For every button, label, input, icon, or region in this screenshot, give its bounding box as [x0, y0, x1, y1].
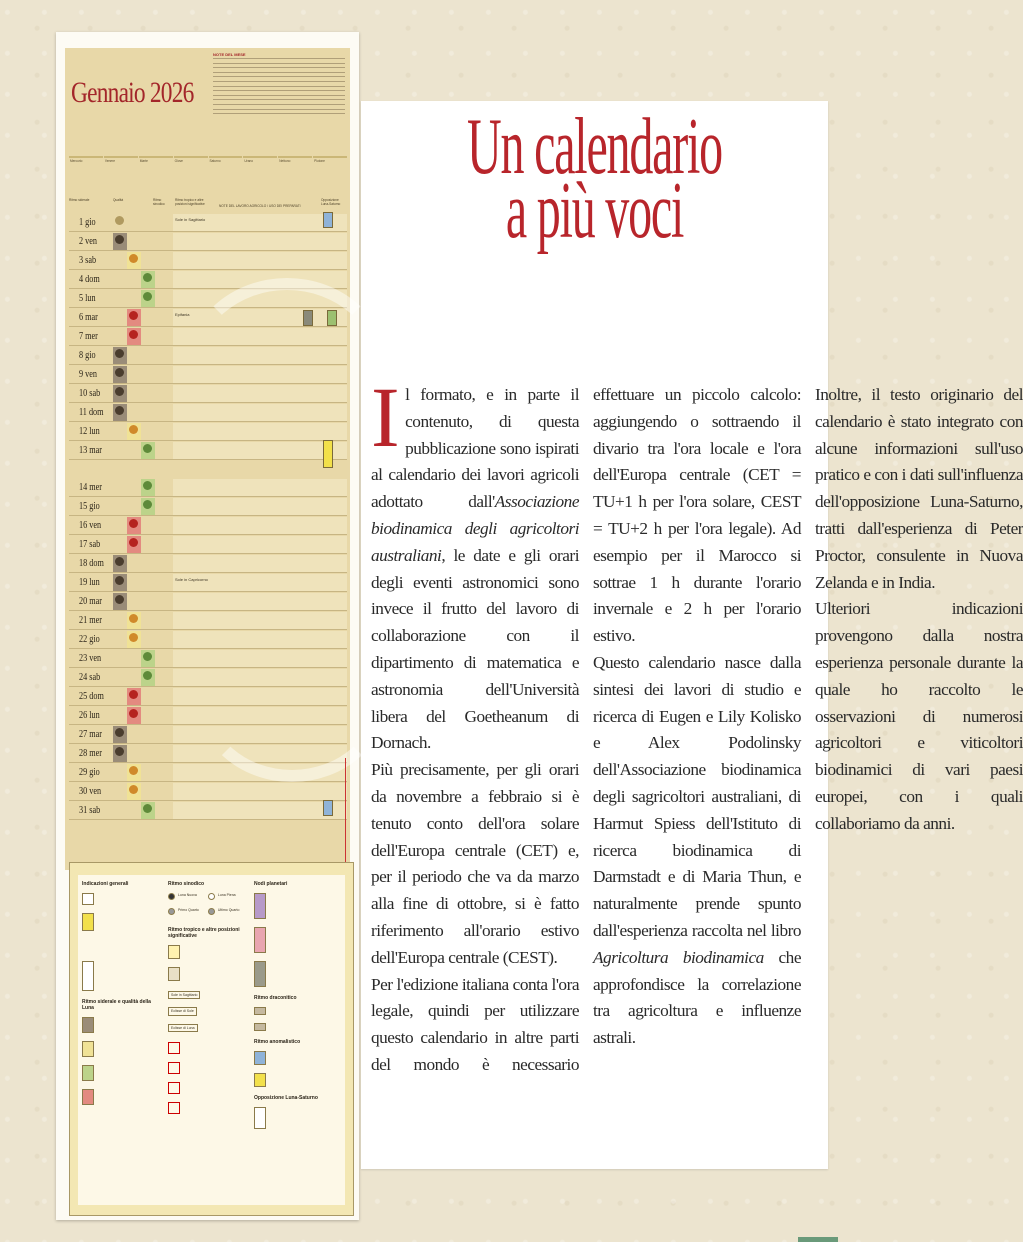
paragraph-1: Il formato, e in parte il contenuto, di questa pubblicazione sono ispirati al calendario dei lavori agricoli adottato dall'Associazione biodinamica degli agricoltori australiani, le date e gli orari degli eventi astronomici sono invece il frutto del lavoro di collaborazione con il dipartimento di matematica e astronomia dell'Università libera del Goetheanum di Dornach.	[371, 369, 579, 753]
day-row	[69, 574, 347, 592]
planet-legend-0: Mercurio	[69, 156, 103, 192]
legend-synodic: Ritmo sinodico Luna Nuova Luna Piena Primo Quarto Ultimo Quarto Ritmo tropico e altre posizioni significative Sole in Sagittario Eclisse di Sole Eclisse di Luna	[168, 881, 250, 1122]
paragraph-6: Ulteriori indicazioni provengono dalla nostra esperienza personale durante la quale ho raccolto le osservazioni di numerosi agricoltori e viticoltori biodinamici di vari paesi europei, con i quali collaboriamo da anni.	[815, 599, 1023, 833]
title-line-1: Un calendario	[467, 103, 722, 191]
quality-icon	[129, 330, 138, 339]
page-tab	[798, 1237, 838, 1242]
header-quality: Qualità	[113, 198, 124, 202]
opposition-line	[345, 758, 346, 868]
day-row	[69, 498, 347, 516]
node-marker	[323, 440, 333, 468]
quality-icon	[129, 254, 138, 263]
day-row	[69, 252, 347, 270]
planet-legend-3: Giove	[174, 156, 208, 192]
day-row	[69, 536, 347, 554]
quality-icon	[143, 292, 152, 301]
notes-title: NOTE DEL MESE	[213, 52, 246, 57]
day-event: Sole in Sagittario	[175, 217, 206, 222]
node-marker	[327, 310, 337, 326]
quality-icon	[115, 728, 124, 737]
quality-icon	[143, 671, 152, 680]
day-row	[69, 233, 347, 251]
quality-icon	[143, 481, 152, 490]
planet-legend-5: Urano	[243, 156, 277, 192]
day-label: 19 lun	[79, 577, 100, 588]
day-label: 22 gio	[79, 634, 100, 645]
paragraph-3: Per l'edizione italiana conta l'ora legale, quindi per utilizzare questo calendario in altre parti del mondo è necessario effettuare un piccolo calcolo: aggiungendo o sottraendo il divario tra l'ora locale e l'ora dell'Europa centrale (CET = TU+1 h per l'ora solare, CEST = TU+2 h per l'ora legale). Ad esempio per il Marocco si sottrae 1 h durante l'orario invernale e 2 h per l'orario estivo.	[371, 385, 801, 1074]
paragraph-4: Questo calendario nasce dalla sintesi dei lavori di studio e ricerca di Eugen e Lily Kolisko e Alex Podolinsky dell'Associazione biodinamica degli sagricoltori australiani, di Harmut Spiess dell'Istituto di ricerca biodinamica di Darmstadt e di Maria Thun, e naturalmente prende spunto dall'esperienza raccolta nel libro Agricoltura biodinamica che approfondisce la correlazione tra agricoltura e influenze astrali.	[593, 652, 801, 1048]
day-row	[69, 479, 347, 497]
day-label: 3 sab	[79, 255, 97, 266]
decor-arc	[185, 278, 389, 462]
quality-icon	[115, 576, 124, 585]
planet-legend-2: Marte	[139, 156, 173, 192]
legend-nodes: Nodi planetari Ritmo draconitico Ritmo anomalistico Opposizione Luna-Saturno	[254, 881, 336, 1137]
title-line-2: a più voci	[505, 167, 684, 255]
calendar-grid	[65, 48, 350, 870]
article	[361, 101, 1023, 1169]
day-row	[69, 517, 347, 535]
quality-icon	[129, 519, 138, 528]
planet-legend-7: Plutone	[313, 156, 347, 192]
quality-icon	[115, 406, 124, 415]
day-row	[69, 802, 347, 820]
day-label: 9 ven	[79, 369, 98, 380]
quality-icon	[143, 273, 152, 282]
day-label: 23 ven	[79, 653, 102, 664]
day-label: 16 ven	[79, 520, 102, 531]
quality-icon	[129, 425, 138, 434]
quality-icon	[129, 766, 138, 775]
quality-icon	[129, 785, 138, 794]
day-label: 31 sab	[79, 805, 101, 816]
header-events: Ritmo tropico e altre posizioni significative	[175, 198, 205, 206]
day-label: 5 lun	[79, 293, 96, 304]
day-event: Epifania	[175, 312, 190, 317]
quality-icon	[129, 311, 138, 320]
day-row	[69, 214, 347, 232]
planet-legend-6: Nettuno	[278, 156, 312, 192]
quality-icon	[143, 500, 152, 509]
day-event: Sole in Capricorno	[175, 577, 208, 582]
quality-icon	[115, 747, 124, 756]
day-label: 11 dom	[79, 407, 104, 418]
calendar-legend	[69, 862, 354, 1216]
day-label: 12 lun	[79, 426, 100, 437]
quality-icon	[129, 709, 138, 718]
header-opposition: Opposizione Luna-Saturno	[321, 198, 341, 206]
day-label: 28 mer	[79, 748, 102, 759]
calendar-column-headers	[69, 196, 347, 214]
quality-icon	[115, 368, 124, 377]
day-label: 15 gio	[79, 501, 100, 512]
day-label: 10 sab	[79, 388, 101, 399]
header-grid: NOTE DEL LAVORO AGRICOLO / USO DEI PREPARATI	[219, 204, 301, 208]
node-marker	[323, 212, 333, 228]
quality-icon	[129, 690, 138, 699]
quality-icon	[115, 235, 124, 244]
day-label: 24 sab	[79, 672, 101, 683]
day-label: 25 dom	[79, 691, 104, 702]
paragraph-5: Inoltre, il testo originario del calendario è stato integrato con alcune informazioni sull'uso pratico e con i dati sull'influenza dell'opposizione Luna-Saturno, tratti dall'esperienza di Peter Proctor, consulente in Nuova Zelanda e in India.	[815, 385, 1023, 592]
planet-legend-row	[69, 156, 347, 192]
quality-icon	[129, 614, 138, 623]
calendar-title: Gennaio 2026	[71, 76, 194, 109]
quality-icon	[115, 387, 124, 396]
quality-icon	[143, 804, 152, 813]
header-day: Ritmo siderale	[69, 198, 90, 202]
day-label: 26 lun	[79, 710, 100, 721]
day-label: 8 gio	[79, 350, 96, 361]
quality-icon	[143, 652, 152, 661]
day-label: 6 mar	[79, 312, 98, 323]
day-label: 2 ven	[79, 236, 98, 247]
article-body	[371, 369, 1023, 1102]
legend-general: Indicazioni generali Ritmo siderale e qualità della Luna	[82, 881, 164, 1113]
day-label: 30 ven	[79, 786, 102, 797]
day-label: 7 mer	[79, 331, 98, 342]
node-marker	[323, 800, 333, 816]
day-label: 27 mar	[79, 729, 102, 740]
day-row	[69, 555, 347, 573]
paragraph-2: Più precisamente, per gli orari da novembre a febbraio si è tenuto conto dell'ora solare dell'Europa centrale (CET) e, per il periodo che va da marzo alla fine di ottobre, si è fatto riferimento all'orario estivo dell'Europa centrale (CEST).	[371, 760, 579, 967]
planet-legend-1: Venere	[104, 156, 138, 192]
quality-icon	[115, 557, 124, 566]
quality-icon	[143, 444, 152, 453]
notes-text-lines	[213, 58, 345, 114]
planet-legend-4: Saturno	[209, 156, 243, 192]
drop-cap: I	[371, 369, 400, 465]
day-label: 4 dom	[79, 274, 100, 285]
calendar-sheet	[56, 32, 359, 1220]
day-label: 21 mer	[79, 615, 102, 626]
day-label: 13 mar	[79, 445, 102, 456]
day-label: 20 mar	[79, 596, 102, 607]
article-title	[361, 103, 828, 255]
quality-icon	[115, 595, 124, 604]
day-label: 17 sab	[79, 539, 101, 550]
day-row	[69, 783, 347, 801]
day-label: 29 gio	[79, 767, 100, 778]
quality-icon	[129, 538, 138, 547]
day-label: 14 mer	[79, 482, 102, 493]
day-label: 18 dom	[79, 558, 104, 569]
decor-arc	[195, 608, 389, 782]
header-moon: Ritmo sinodico	[153, 198, 165, 206]
quality-icon	[129, 633, 138, 642]
quality-icon	[115, 216, 124, 225]
node-marker	[303, 310, 313, 326]
day-label: 1 gio	[79, 217, 96, 228]
quality-icon	[115, 349, 124, 358]
